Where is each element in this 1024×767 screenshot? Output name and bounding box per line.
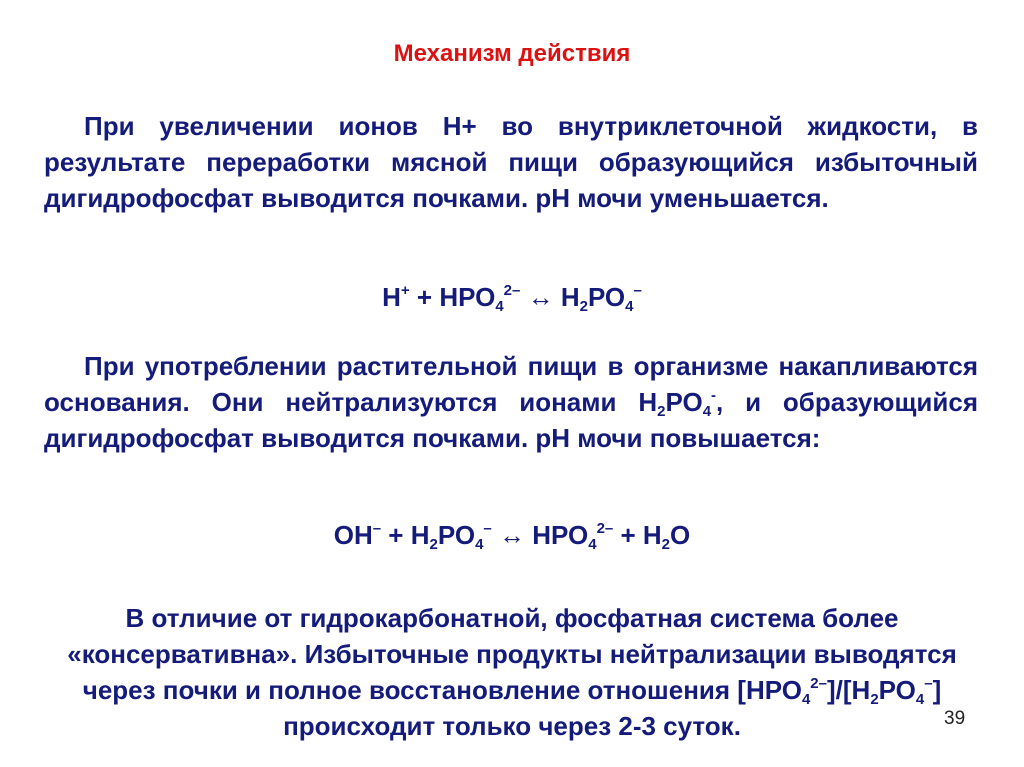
eq2-oh: ОН bbox=[333, 520, 373, 550]
paragraph-conclusion bbox=[40, 600, 984, 744]
eq1-plus-hpo4: + НРО bbox=[409, 282, 496, 312]
eq2-plus-water: + Н bbox=[613, 520, 662, 550]
p3-br1: [НРО bbox=[737, 675, 802, 705]
eq2-oh-charge: – bbox=[372, 520, 382, 537]
p3-br2-sub1: 2 bbox=[870, 691, 879, 708]
eq1-h2po4-h: Н bbox=[560, 282, 580, 312]
eq2-h2po4-po: РО bbox=[437, 520, 476, 550]
eq2-hpo4-charge: 2– bbox=[596, 520, 614, 537]
eq1-h2po4-po: РО bbox=[587, 282, 626, 312]
p3-tail: ] происходит только через 2-3 суток. bbox=[283, 675, 942, 741]
eq1-hpo4-sub: 4 bbox=[495, 298, 504, 315]
eq2-h2po4-sub1: 2 bbox=[429, 536, 438, 553]
eq2-water-sub: 2 bbox=[661, 536, 671, 553]
eq1-hpo4-charge: 2– bbox=[503, 282, 521, 299]
page-number: 39 bbox=[944, 708, 966, 729]
eq2-arrow: ↔ bbox=[491, 520, 533, 550]
p2-part2: РО bbox=[665, 387, 703, 417]
p3-br2-mid: РО bbox=[878, 675, 916, 705]
eq1-h: Н bbox=[382, 282, 401, 312]
p2-part3: , и образующийся дигидрофосфат выводится почками. рН мочи повышается: bbox=[44, 387, 978, 453]
eq2-h2po4-charge: – bbox=[483, 520, 492, 537]
p2-part1: При употреблении растительной пищи в организме накапливаются основания. Они нейтрализуются ионами Н bbox=[44, 351, 978, 417]
p2-sup: - bbox=[711, 387, 717, 404]
equation-h2po4-neutralization bbox=[0, 520, 1024, 551]
p3-br2-sub2: 4 bbox=[915, 691, 925, 708]
paragraph-meat-diet: При увеличении ионов Н+ во внутриклеточной жидкости, в результате переработки мясной пищи образующийся избыточный дигидрофосфат выводится почками. рН мочи уменьшается. bbox=[44, 111, 978, 213]
eq2-hpo4-sub: 4 bbox=[588, 536, 597, 553]
eq2-water-o: О bbox=[670, 520, 691, 550]
slide-title: Механизм действия bbox=[393, 40, 631, 67]
p3-br2-sup: – bbox=[924, 675, 933, 692]
p3-br2: ]/[Н bbox=[826, 675, 871, 705]
eq1-h2po4-sub2: 4 bbox=[625, 298, 634, 315]
equation-hpo4-protonation bbox=[0, 282, 1024, 313]
eq2-hpo4: НРО bbox=[532, 520, 589, 550]
eq2-plus-h: + Н bbox=[381, 520, 430, 550]
p3-br1-sub: 4 bbox=[801, 691, 811, 708]
eq1-arrow: ↔ bbox=[520, 282, 561, 312]
p3-line1: В отличие от гидрокарбонатной, фосфатная система более «консервативна». Избыточные продукты нейтрализации выводятся через почки и полное восстановление отношения bbox=[67, 603, 957, 705]
p3-br1-sup: 2– bbox=[810, 675, 827, 692]
paragraph-plant-diet bbox=[44, 348, 978, 456]
eq2-h2po4-sub2: 4 bbox=[475, 536, 484, 553]
p2-sub2: 4 bbox=[702, 403, 712, 420]
eq1-h-charge: + bbox=[400, 282, 410, 299]
p2-sub1: 2 bbox=[657, 403, 666, 420]
eq1-h2po4-charge: – bbox=[633, 282, 642, 299]
eq1-h2po4-sub1: 2 bbox=[579, 298, 588, 315]
